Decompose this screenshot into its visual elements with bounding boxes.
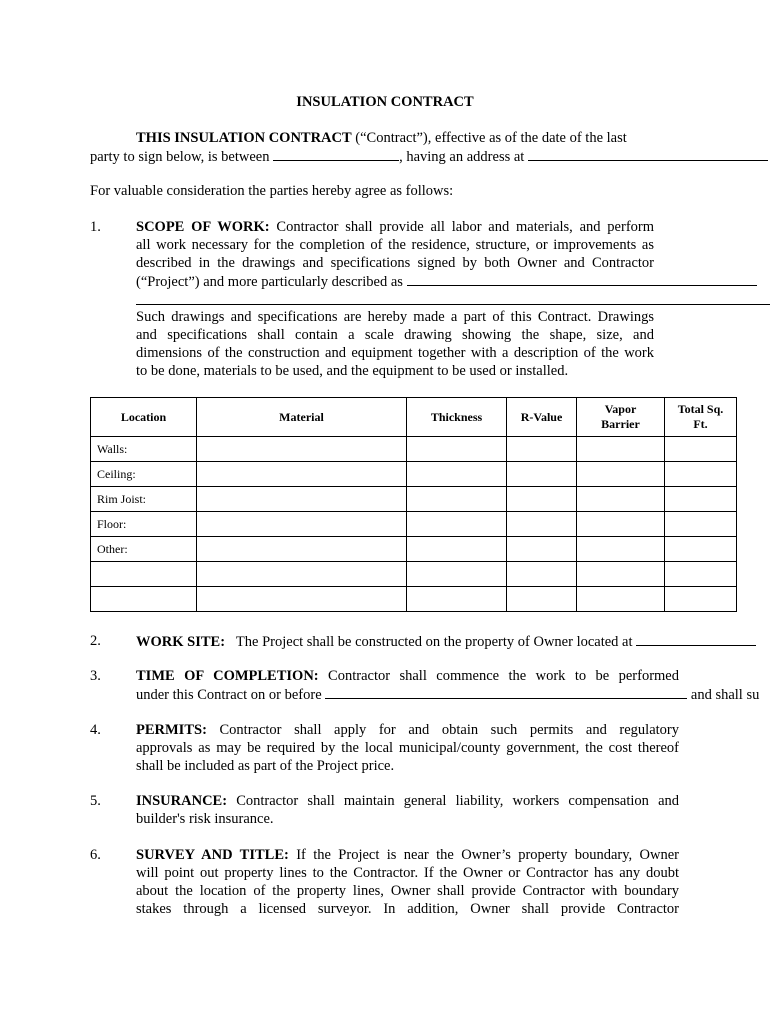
header-total-sq-ft bbox=[665, 398, 737, 437]
header-total-2: Ft. bbox=[693, 417, 708, 431]
section-4-heading: PERMITS: bbox=[136, 722, 207, 738]
thickness-cell[interactable] bbox=[407, 537, 507, 562]
section-6-line-1-text: If the Project is near the Owner’s property boundary, Owner bbox=[296, 847, 679, 863]
table-row bbox=[91, 462, 737, 487]
section-5-number: 5. bbox=[90, 793, 101, 809]
party-name-field[interactable] bbox=[273, 148, 399, 161]
material-cell[interactable] bbox=[197, 587, 407, 612]
section-6-line-3: about the location of the property lines, Owner shall provide Contractor with boundary bbox=[136, 883, 679, 899]
r-value-cell[interactable] bbox=[507, 587, 577, 612]
header-r-value: R-Value bbox=[507, 398, 577, 437]
section-4-line-2: approvals as may be required by the local municipal/county government, the cost thereof bbox=[136, 740, 679, 756]
r-value-cell[interactable] bbox=[507, 537, 577, 562]
r-value-cell[interactable] bbox=[507, 562, 577, 587]
r-value-cell[interactable] bbox=[507, 437, 577, 462]
section-3-line-2-a: under this Contract on or before bbox=[136, 687, 322, 703]
commence-date-field[interactable] bbox=[325, 686, 687, 699]
section-6-line-1 bbox=[136, 847, 679, 864]
section-4-line-1 bbox=[136, 722, 679, 739]
material-cell[interactable] bbox=[197, 562, 407, 587]
section-1-heading: SCOPE OF WORK: bbox=[136, 219, 270, 235]
section-1-line-4 bbox=[136, 273, 757, 291]
section-5-line-2: builder's risk insurance. bbox=[136, 811, 274, 827]
intro-bold-lead: THIS INSULATION CONTRACT bbox=[136, 130, 352, 146]
r-value-cell[interactable] bbox=[507, 487, 577, 512]
material-cell[interactable] bbox=[197, 462, 407, 487]
section-2-heading: WORK SITE: bbox=[136, 634, 226, 650]
header-material: Material bbox=[197, 398, 407, 437]
table-header-row bbox=[91, 398, 737, 437]
section-1-line-1-text: Contractor shall provide all labor and materials, and perform bbox=[276, 219, 655, 235]
total-sq-ft-cell[interactable] bbox=[665, 512, 737, 537]
section-5-heading: INSURANCE: bbox=[136, 793, 228, 809]
table-row bbox=[91, 562, 737, 587]
section-1-number: 1. bbox=[90, 219, 101, 235]
thickness-cell[interactable] bbox=[407, 487, 507, 512]
material-cell[interactable] bbox=[197, 487, 407, 512]
section-1-line-4-text: (“Project”) and more particularly described as bbox=[136, 274, 403, 290]
total-sq-ft-cell[interactable] bbox=[665, 537, 737, 562]
section-6-line-4: stakes through a licensed surveyor. In addition, Owner shall provide Contractor bbox=[136, 901, 679, 917]
material-cell[interactable] bbox=[197, 512, 407, 537]
vapor-barrier-cell[interactable] bbox=[577, 537, 665, 562]
material-cell[interactable] bbox=[197, 437, 407, 462]
thickness-cell[interactable] bbox=[407, 562, 507, 587]
vapor-barrier-cell[interactable] bbox=[577, 487, 665, 512]
section-2-text: The Project shall be constructed on the property of Owner located at bbox=[235, 634, 633, 650]
section-4-line-3: shall be included as part of the Project price. bbox=[136, 758, 395, 774]
row-location: Rim Joist: bbox=[91, 487, 197, 512]
header-vapor-barrier bbox=[577, 398, 665, 437]
section-3-line-2 bbox=[136, 686, 759, 704]
section-1-para2-line-1: Such drawings and specifications are hereby made a part of this Contract. Drawings bbox=[136, 309, 654, 325]
section-1-line-3: described in the drawings and specifications signed by both Owner and Contractor bbox=[136, 255, 654, 271]
section-3-line-1 bbox=[136, 668, 679, 685]
table-row bbox=[91, 512, 737, 537]
section-1-para2-line-4: to be done, materials to be used, and the equipment to be used or installed. bbox=[136, 363, 569, 379]
thickness-cell[interactable] bbox=[407, 437, 507, 462]
section-5-line-1-text: Contractor shall maintain general liability, workers compensation and bbox=[236, 793, 680, 809]
total-sq-ft-cell[interactable] bbox=[665, 437, 737, 462]
row-location: Walls: bbox=[91, 437, 197, 462]
table-row bbox=[91, 437, 737, 462]
section-4-line-1-text: Contractor shall apply for and obtain such permits and regulatory bbox=[219, 722, 680, 738]
total-sq-ft-cell[interactable] bbox=[665, 587, 737, 612]
section-3-line-2-b: and shall su bbox=[690, 687, 760, 703]
header-location: Location bbox=[91, 398, 197, 437]
row-location[interactable] bbox=[91, 587, 197, 612]
total-sq-ft-cell[interactable] bbox=[665, 562, 737, 587]
project-description-field[interactable] bbox=[407, 273, 757, 286]
section-3-heading: TIME OF COMPLETION: bbox=[136, 668, 319, 684]
vapor-barrier-cell[interactable] bbox=[577, 562, 665, 587]
party-address-field[interactable] bbox=[528, 148, 768, 161]
row-location: Floor: bbox=[91, 512, 197, 537]
header-thickness: Thickness bbox=[407, 398, 507, 437]
thickness-cell[interactable] bbox=[407, 462, 507, 487]
table-row bbox=[91, 587, 737, 612]
document-title: INSULATION CONTRACT bbox=[296, 94, 474, 110]
section-4-number: 4. bbox=[90, 722, 101, 738]
intro-line-1 bbox=[136, 130, 627, 147]
material-cell[interactable] bbox=[197, 537, 407, 562]
section-6-number: 6. bbox=[90, 847, 101, 863]
section-1-line-2: all work necessary for the completion of the residence, structure, or improvements as bbox=[136, 237, 654, 253]
section-2-line bbox=[136, 633, 756, 651]
row-location: Ceiling: bbox=[91, 462, 197, 487]
vapor-barrier-cell[interactable] bbox=[577, 512, 665, 537]
intro-line-2 bbox=[90, 148, 768, 166]
section-6-heading: SURVEY AND TITLE: bbox=[136, 847, 289, 863]
table-row bbox=[91, 487, 737, 512]
intro-line-2-b: , having an address at bbox=[399, 149, 525, 165]
total-sq-ft-cell[interactable] bbox=[665, 462, 737, 487]
vapor-barrier-cell[interactable] bbox=[577, 587, 665, 612]
vapor-barrier-cell[interactable] bbox=[577, 437, 665, 462]
section-5-line-1 bbox=[136, 793, 679, 810]
row-location: Other: bbox=[91, 537, 197, 562]
r-value-cell[interactable] bbox=[507, 512, 577, 537]
section-1-para2-line-2: and specifications shall contain a scale drawing showing the shape, size, and bbox=[136, 327, 654, 343]
section-6-line-2: will point out property lines to the Contractor. If the Owner or Contractor has any doubt bbox=[136, 865, 679, 881]
project-description-field-2[interactable] bbox=[136, 304, 770, 305]
header-total-1: Total Sq. bbox=[677, 402, 724, 416]
intro-line-1-rest: (“Contract”), effective as of the date of the last bbox=[351, 130, 627, 146]
work-site-field[interactable] bbox=[636, 633, 756, 646]
section-1-para2-line-3: dimensions of the construction and equipment together with a description of the work bbox=[136, 345, 654, 361]
total-sq-ft-cell[interactable] bbox=[665, 487, 737, 512]
consideration-text: For valuable consideration the parties hereby agree as follows: bbox=[90, 183, 454, 199]
intro-line-2-a: party to sign below, is between bbox=[90, 149, 270, 165]
section-3-number: 3. bbox=[90, 668, 101, 684]
header-vapor-2: Barrier bbox=[601, 417, 640, 431]
vapor-barrier-cell[interactable] bbox=[577, 462, 665, 487]
section-2-number: 2. bbox=[90, 633, 101, 649]
thickness-cell[interactable] bbox=[407, 512, 507, 537]
section-1-line-1 bbox=[136, 219, 654, 236]
table-row bbox=[91, 537, 737, 562]
row-location[interactable] bbox=[91, 562, 197, 587]
r-value-cell[interactable] bbox=[507, 462, 577, 487]
insulation-table bbox=[90, 397, 737, 612]
header-vapor-1: Vapor bbox=[604, 402, 637, 416]
thickness-cell[interactable] bbox=[407, 587, 507, 612]
section-3-line-1-text: Contractor shall commence the work to be performed bbox=[328, 668, 679, 684]
